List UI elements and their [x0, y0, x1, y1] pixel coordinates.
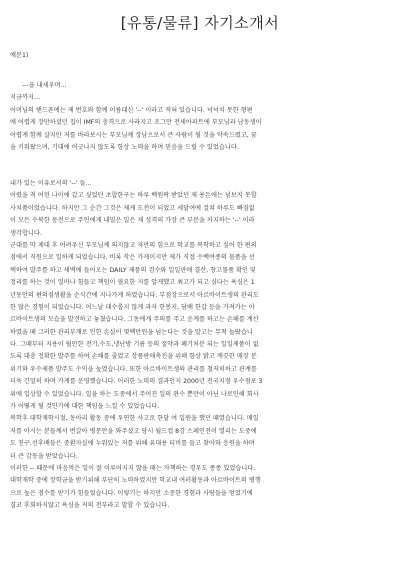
- para2-line: 한 많은 경험이 되었습니다. 어느날 대수롭지 않게 과자 한봉지, 담배 한갑 등을 가져가는 아: [10, 303, 255, 311]
- para2-line: 어렸을 적 어린 나이에 갑고 싶었던 초합한구는 하루 백원락 받았던 제 용돈에는 넘보지 못할: [10, 192, 257, 200]
- para2-line: 하였을 때 그러한 관리부재로 인한 손실이 몇백만원을 넘는다는 것을 알고는 무척 놀랐습니: [10, 328, 253, 336]
- para2-line: 다. 그때부터 지용이 될만한 전기,수도,냉난방 기름 등의 절약과 폐기처분 되는 일일제품이 없: [10, 341, 259, 349]
- reason-block: [10, 178, 392, 513]
- intro-label: 지금까지…: [10, 94, 41, 102]
- para2-line: 도 친구,선후배들은 중환자실에 누워있는 저를 위해 유대용 티비를 들고 찾아와 응원을 하며: [10, 440, 255, 448]
- para2-line: 년동안의 편의점생활을 순식간에 지나가게 하였습니다. 부점장으로서 아르바이트생의 관리도: [10, 291, 259, 299]
- heading-line: ---을 내세우며…: [22, 82, 67, 89]
- para1-line: 어머님의 핸드폰에는 제 번호와 함께 이름대신 '--' 이라고 적혀 있습니다. 넉넉치 못한 형편: [10, 106, 253, 114]
- para2-line: 결코 후회하지않고 욕심을 저의 전부라고 말할 수 있습니다.: [10, 502, 170, 510]
- example-block: [10, 50, 392, 62]
- para2-line: 가 어떻게 될 것인가에 대한 책임을 느낄 수 있었습니다.: [10, 403, 160, 411]
- para2-line: 더 큰 감동을 받았습니다.: [10, 452, 78, 460]
- para2-line: 위에 입상할 수 있었습니다. 일을 하는 도중에서 주어진 일의 완수 뿐만이 아닌 나로인해 회사: [10, 390, 259, 398]
- example-label: 예문1): [10, 52, 29, 59]
- para2-line: 이 모든 수북한 동전으로 주인에게 내밀은 일은 제 성격의 가장 큰 부분을 차지하는 '--' 이라: [10, 217, 255, 225]
- document-title: [유통/물류] 자기소개서: [120, 14, 280, 32]
- para2-line: 점에서 직원으로 일하게 되었습니다. 비록 작은 가게이지만 제가 직접 수백여종의 물품을 선: [10, 254, 255, 262]
- para2-line: 정리를 하는 것이 얼마나 힘들고 책임이 필요한 지를 알게했고 최고가 되고 싶다는 욕심은 1: [10, 279, 255, 287]
- para2-line: 으로 높은 점수를 받기가 힘들었습니다. 이렇기는 하지만 소중한 경험과 사람들을 얻었기에: [10, 489, 253, 497]
- para2-line: 르바이트생의 모습을 발견하고 놓쳤습니다. 그동에게 주의를 주고 운계를 하고는 손해를 계산: [10, 316, 259, 324]
- reason-label: 내가 있는 이유로서의 '--' 들…: [10, 180, 92, 187]
- para1-line: 을 키워왔으며, 기대에 어긋나지 않도록 항상 노력을 하며 믿음을 드릴 수 있었습니다.: [10, 143, 239, 151]
- para2-line: 군대를 막 제대 후 어려우신 부모님께 의지않고 자만의 힘으로 학교를 복학하고 싶어 한 편의: [10, 241, 257, 249]
- para2-line: 저를 아시는 분들께서 번갈아 병문안을 와주셨고 당시 월드컵 8강 스페인전이 열리는 도중에: [10, 427, 257, 435]
- para2-line: 택하여 발주를 하고 새벽에 들어오는 DAILY 제품의 검수와 일일판매 결산, 창고물품 확인 및: [10, 266, 256, 274]
- para1-line: 어렵게 함께 살지만 저를 바라보시는 부모님께 장남으로서 큰 사람이 될 것을 약속드렸고, 꿈: [10, 131, 257, 139]
- para2-line: 생각합니다.: [10, 229, 42, 237]
- para2-line: 이러한 -- 때문에 마음먹은 일이 잘 이루어지지 않을 때는 자책하는 경우도 종종 있었습니다.: [10, 464, 256, 472]
- para2-line: 사치품이었습니다. 하지만 그 순간 그것은 제게 도전이 되었고 세달여에 걸쳐 하루도 빠짐없: [10, 204, 255, 212]
- para2-line: 더욱 긴밀히 하며 가게를 운영했습니다. 이러한 노력의 결과인지 2000년 전국지점 우수점포 3: [10, 378, 263, 386]
- intro-block: [10, 80, 392, 154]
- para2-line: 위기와 우수제품 발주도 수익을 높였습니다. 또한 아르바이트생의 관리를 철저히하고 관계를: [10, 365, 257, 373]
- para2-line: 도록 대충 정확한 발주를 하여 손해를 줄였고 상품판매촉진을 위해 항상 밝고 깨끗한 매장 분: [10, 353, 257, 361]
- para2-line: 복학후 대학재학시절, 동아리 활동 중에 우연한 사고로 한달 여 입원을 했던 때였습니다. 매일: [10, 415, 259, 423]
- para1-line: 에 어렵게 장만하셨던 집이 IMF의 충격으로 사라지고 조그만 전세아파트에 부모님과 남동생이: [10, 119, 262, 127]
- para2-line: 대학재학 중에 장학금을 받기위해 부단히 노력하였지만 학교내 여러활동과 아르바이트의 병행: [10, 477, 261, 485]
